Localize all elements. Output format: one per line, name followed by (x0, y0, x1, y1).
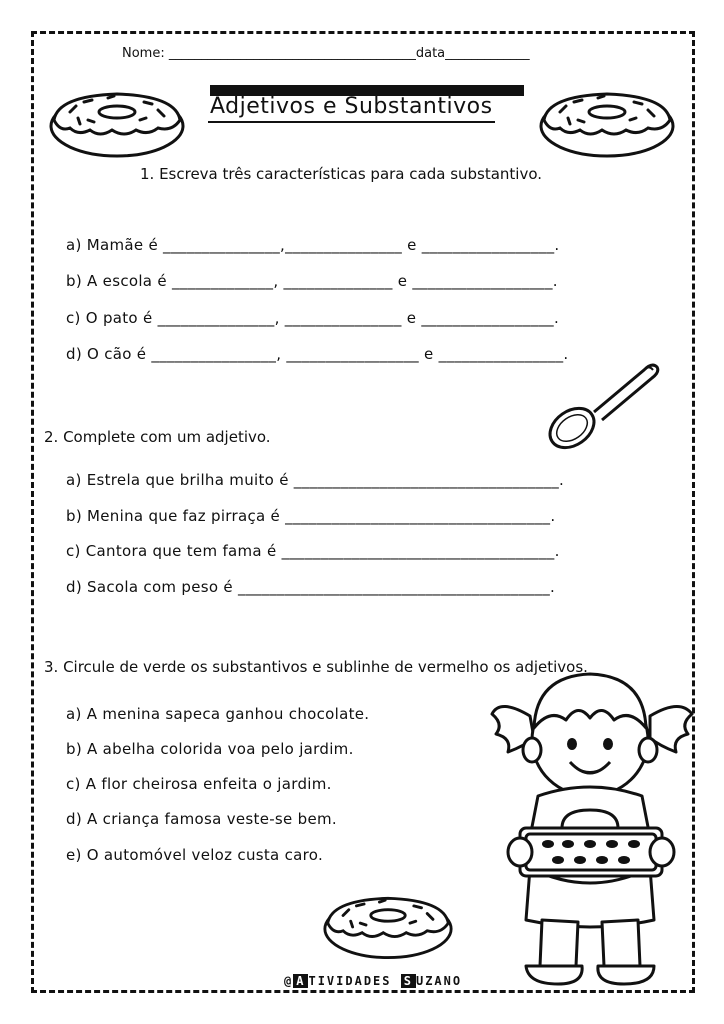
donut-icon (322, 892, 454, 960)
section1-item: c) O pato é _______________, _______________ e _________________. (66, 309, 560, 327)
name-date-line: Nome: ______________________________________data_____________ (122, 46, 530, 61)
section3-item: c) A flor cheirosa enfeita o jardim. (66, 775, 332, 793)
footer-word1-rest: TIVIDADES (308, 974, 392, 988)
footer-word2-initial: S (401, 974, 416, 988)
section3-instruction: 3. Circule de verde os substantivos e sublinhe de vermelho os adjetivos. (44, 658, 588, 676)
footer-at: @ (284, 974, 294, 988)
section2-item: a) Estrela que brilha muito é __________________________________. (66, 471, 565, 489)
section1-item: a) Mamãe é _______________,_______________ e _________________. (66, 236, 560, 254)
footer-watermark (284, 974, 462, 988)
section1-item: d) O cão é ________________, _________________ e ________________. (66, 345, 569, 363)
donut-icon (538, 88, 676, 158)
spoon-icon (546, 358, 661, 452)
girl-baker-illustration (490, 668, 695, 990)
section1-item: b) A escola é _____________, ______________ e __________________. (66, 272, 558, 290)
section2-item: d) Sacola com peso é ________________________________________. (66, 578, 556, 596)
section2-instruction: 2. Complete com um adjetivo. (44, 428, 271, 446)
page-title: Adjetivos e Substantivos (208, 94, 495, 123)
section1-instruction: 1. Escreva três características para cada substantivo. (140, 165, 543, 183)
section2-item: c) Cantora que tem fama é ___________________________________. (66, 542, 560, 560)
footer-word2-rest: UZANO (415, 974, 463, 988)
donut-icon (48, 88, 186, 158)
section3-item: b) A abelha colorida voa pelo jardim. (66, 740, 354, 758)
section3-item: d) A criança famosa veste-se bem. (66, 810, 337, 828)
section3-item: a) A menina sapeca ganhou chocolate. (66, 705, 370, 723)
section3-item: e) O automóvel veloz custa caro. (66, 846, 324, 864)
footer-word1-initial: A (293, 974, 308, 988)
section2-item: b) Menina que faz pirraça é __________________________________. (66, 507, 556, 525)
